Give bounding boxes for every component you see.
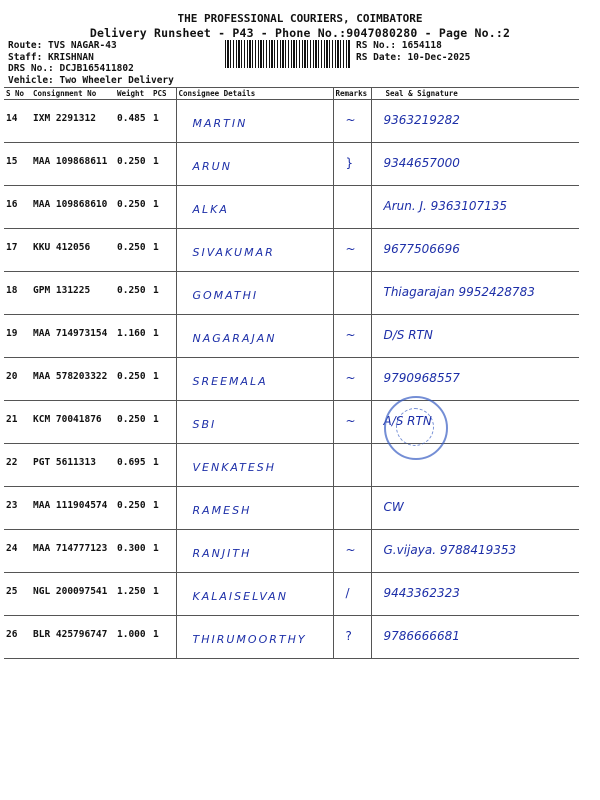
row-remark-cell: [333, 358, 371, 401]
row-pcs: 1: [151, 186, 176, 229]
row-pcs: 1: [151, 100, 176, 143]
row-consignment-no: KKU 412056: [31, 229, 115, 272]
row-consignee: MARTIN: [192, 117, 248, 130]
row-signature: 9344657000: [383, 156, 460, 170]
row-sno: 23: [4, 487, 31, 530]
row-sno: 25: [4, 573, 31, 616]
row-signature-cell: [371, 616, 579, 659]
route-text: Route: TVS NAGAR-43: [8, 40, 117, 51]
row-consignment-no: MAA 714973154: [31, 315, 115, 358]
row-consignment-no: PGT 5611313: [31, 444, 115, 487]
runsheet-meta-right: [356, 40, 470, 63]
row-pcs: 1: [151, 229, 176, 272]
row-remark-cell: [333, 229, 371, 272]
row-sno: 21: [4, 401, 31, 444]
vehicle-text: Vehicle: Two Wheeler Delivery: [8, 74, 174, 86]
row-sno: 22: [4, 444, 31, 487]
barcode: [225, 40, 351, 68]
row-remark-cell: [333, 487, 371, 530]
row-weight: 1.160: [115, 315, 151, 358]
col-seal-header: Seal & Signature: [371, 88, 579, 100]
row-remark-cell: [333, 315, 371, 358]
row-consignee-cell: [176, 401, 333, 444]
row-pcs: 1: [151, 616, 176, 659]
row-weight: 0.300: [115, 530, 151, 573]
table-row: [4, 143, 579, 186]
row-sno: 18: [4, 272, 31, 315]
row-remark: ~: [345, 371, 356, 385]
row-sno: 15: [4, 143, 31, 186]
row-remark: ~: [345, 543, 356, 557]
row-signature: 9786666681: [383, 629, 460, 643]
row-pcs: 1: [151, 573, 176, 616]
row-remark: /: [345, 586, 350, 600]
table-row: [4, 573, 579, 616]
row-consignee: VENKATESH: [192, 461, 277, 474]
row-pcs: 1: [151, 272, 176, 315]
table-row: [4, 229, 579, 272]
row-consignment-no: MAA 109868610: [31, 186, 115, 229]
row-consignee-cell: [176, 100, 333, 143]
row-signature: 9443362323: [383, 586, 460, 600]
row-signature: A/S RTN: [383, 414, 432, 428]
row-pcs: 1: [151, 444, 176, 487]
row-consignment-no: MAA 109868611: [31, 143, 115, 186]
row-pcs: 1: [151, 530, 176, 573]
row-remark-cell: [333, 272, 371, 315]
table-row: [4, 444, 579, 487]
table-row: [4, 186, 579, 229]
row-weight: 0.250: [115, 401, 151, 444]
row-remark-cell: [333, 143, 371, 186]
table-row: [4, 530, 579, 573]
staff-text: Staff: KRISHNAN: [8, 51, 94, 63]
row-consignment-no: MAA 111904574: [31, 487, 115, 530]
row-signature: Thiagarajan 9952428783: [383, 285, 535, 299]
row-consignment-no: IXM 2291312: [31, 100, 115, 143]
row-weight: 1.250: [115, 573, 151, 616]
table-row: [4, 401, 579, 444]
row-remark-cell: [333, 444, 371, 487]
row-sno: 19: [4, 315, 31, 358]
row-consignee-cell: [176, 444, 333, 487]
row-signature-cell: [371, 186, 579, 229]
row-consignment-no: MAA 714777123: [31, 530, 115, 573]
row-weight: 0.695: [115, 444, 151, 487]
row-signature-cell: [371, 272, 579, 315]
row-consignment-no: KCM 70041876: [31, 401, 115, 444]
row-remark-cell: [333, 573, 371, 616]
row-signature: 9363219282: [383, 113, 460, 127]
row-consignee-cell: [176, 358, 333, 401]
row-remark: ~: [345, 328, 356, 342]
row-remark: ~: [345, 242, 356, 256]
row-pcs: 1: [151, 401, 176, 444]
runsheet-meta-left: [8, 40, 174, 86]
table-row: [4, 315, 579, 358]
row-signature-cell: [371, 315, 579, 358]
table-row: [4, 616, 579, 659]
document-title: THE PROFESSIONAL COURIERS, COIMBATORE: [177, 12, 423, 25]
row-signature: G.vijaya. 9788419353: [383, 543, 517, 557]
row-consignment-no: MAA 578203322: [31, 358, 115, 401]
row-consignee: SBI: [192, 418, 217, 431]
table-row: [4, 272, 579, 315]
row-signature-cell: [371, 358, 579, 401]
table-row: [4, 100, 579, 143]
row-consignee: RANJITH: [192, 547, 252, 560]
row-weight: 0.250: [115, 358, 151, 401]
row-weight: 0.250: [115, 272, 151, 315]
row-sno: 20: [4, 358, 31, 401]
table-row: [4, 487, 579, 530]
row-consignee-cell: [176, 573, 333, 616]
col-weight-header: Weight: [115, 88, 151, 100]
row-consignee-cell: [176, 272, 333, 315]
row-consignee: GOMATHI: [192, 289, 259, 302]
row-remark: ~: [345, 414, 356, 428]
seal-stamp: [384, 396, 448, 460]
row-consignee-cell: [176, 616, 333, 659]
runsheet-table: [4, 87, 579, 659]
row-sno: 14: [4, 100, 31, 143]
row-signature-cell: [371, 487, 579, 530]
col-consignment-header: Consignment No: [31, 88, 115, 100]
row-consignment-no: GPM 131225: [31, 272, 115, 315]
rs-no-text: RS No.: 1654118: [356, 40, 442, 51]
table-body: [4, 100, 579, 659]
row-sno: 26: [4, 616, 31, 659]
row-sno: 17: [4, 229, 31, 272]
row-weight: 0.250: [115, 229, 151, 272]
row-consignee: NAGARAJAN: [192, 332, 277, 345]
row-signature-cell: [371, 573, 579, 616]
row-pcs: 1: [151, 143, 176, 186]
row-remark-cell: [333, 401, 371, 444]
row-weight: 1.000: [115, 616, 151, 659]
row-consignee: KALAISELVAN: [192, 590, 288, 603]
row-weight: 0.485: [115, 100, 151, 143]
row-pcs: 1: [151, 315, 176, 358]
row-weight: 0.250: [115, 143, 151, 186]
row-consignee: ALKA: [192, 203, 229, 216]
document-subtitle: Delivery Runsheet - P43 - Phone No.:9047080280 - Page No.:2: [89, 26, 511, 40]
row-consignee-cell: [176, 315, 333, 358]
drs-text: DRS No.: DCJB165411802: [8, 63, 134, 74]
row-consignment-no: BLR 425796747: [31, 616, 115, 659]
row-remark-cell: [333, 616, 371, 659]
row-consignee: ARUN: [192, 160, 232, 173]
row-remark-cell: [333, 100, 371, 143]
row-pcs: 1: [151, 358, 176, 401]
row-signature: 9677506696: [383, 242, 460, 256]
table-row: [4, 358, 579, 401]
row-sno: 24: [4, 530, 31, 573]
col-consignee-header: Consignee Details: [176, 88, 333, 100]
row-consignee-cell: [176, 143, 333, 186]
row-consignee: RAMESH: [192, 504, 252, 517]
col-pcs-header: PCS: [151, 88, 176, 100]
row-signature-cell: [371, 143, 579, 186]
row-consignee-cell: [176, 530, 333, 573]
row-remark-cell: [333, 530, 371, 573]
row-remark: ?: [345, 629, 352, 643]
row-consignee-cell: [176, 186, 333, 229]
row-consignee-cell: [176, 229, 333, 272]
row-signature: CW: [383, 500, 404, 514]
row-consignee: SIVAKUMAR: [192, 246, 275, 259]
row-pcs: 1: [151, 487, 176, 530]
row-weight: 0.250: [115, 186, 151, 229]
row-consignment-no: NGL 200097541: [31, 573, 115, 616]
row-signature-cell: [371, 229, 579, 272]
row-consignee: THIRUMOORTHY: [192, 633, 307, 646]
row-signature: D/S RTN: [383, 328, 433, 342]
col-remarks-header: Remarks: [333, 88, 371, 100]
col-sno-header: S No: [4, 88, 31, 100]
row-signature: 9790968557: [383, 371, 460, 385]
row-weight: 0.250: [115, 487, 151, 530]
row-remark: }: [345, 156, 354, 170]
row-consignee-cell: [176, 487, 333, 530]
row-signature: Arun. J. 9363107135: [383, 199, 507, 213]
row-remark-cell: [333, 186, 371, 229]
table-header-row: [4, 88, 579, 100]
rs-date-text: RS Date: 10-Dec-2025: [356, 51, 471, 63]
row-signature-cell: [371, 100, 579, 143]
row-consignee: SREEMALA: [192, 375, 268, 388]
row-signature-cell: [371, 530, 579, 573]
row-sno: 16: [4, 186, 31, 229]
row-remark: ~: [345, 113, 356, 127]
